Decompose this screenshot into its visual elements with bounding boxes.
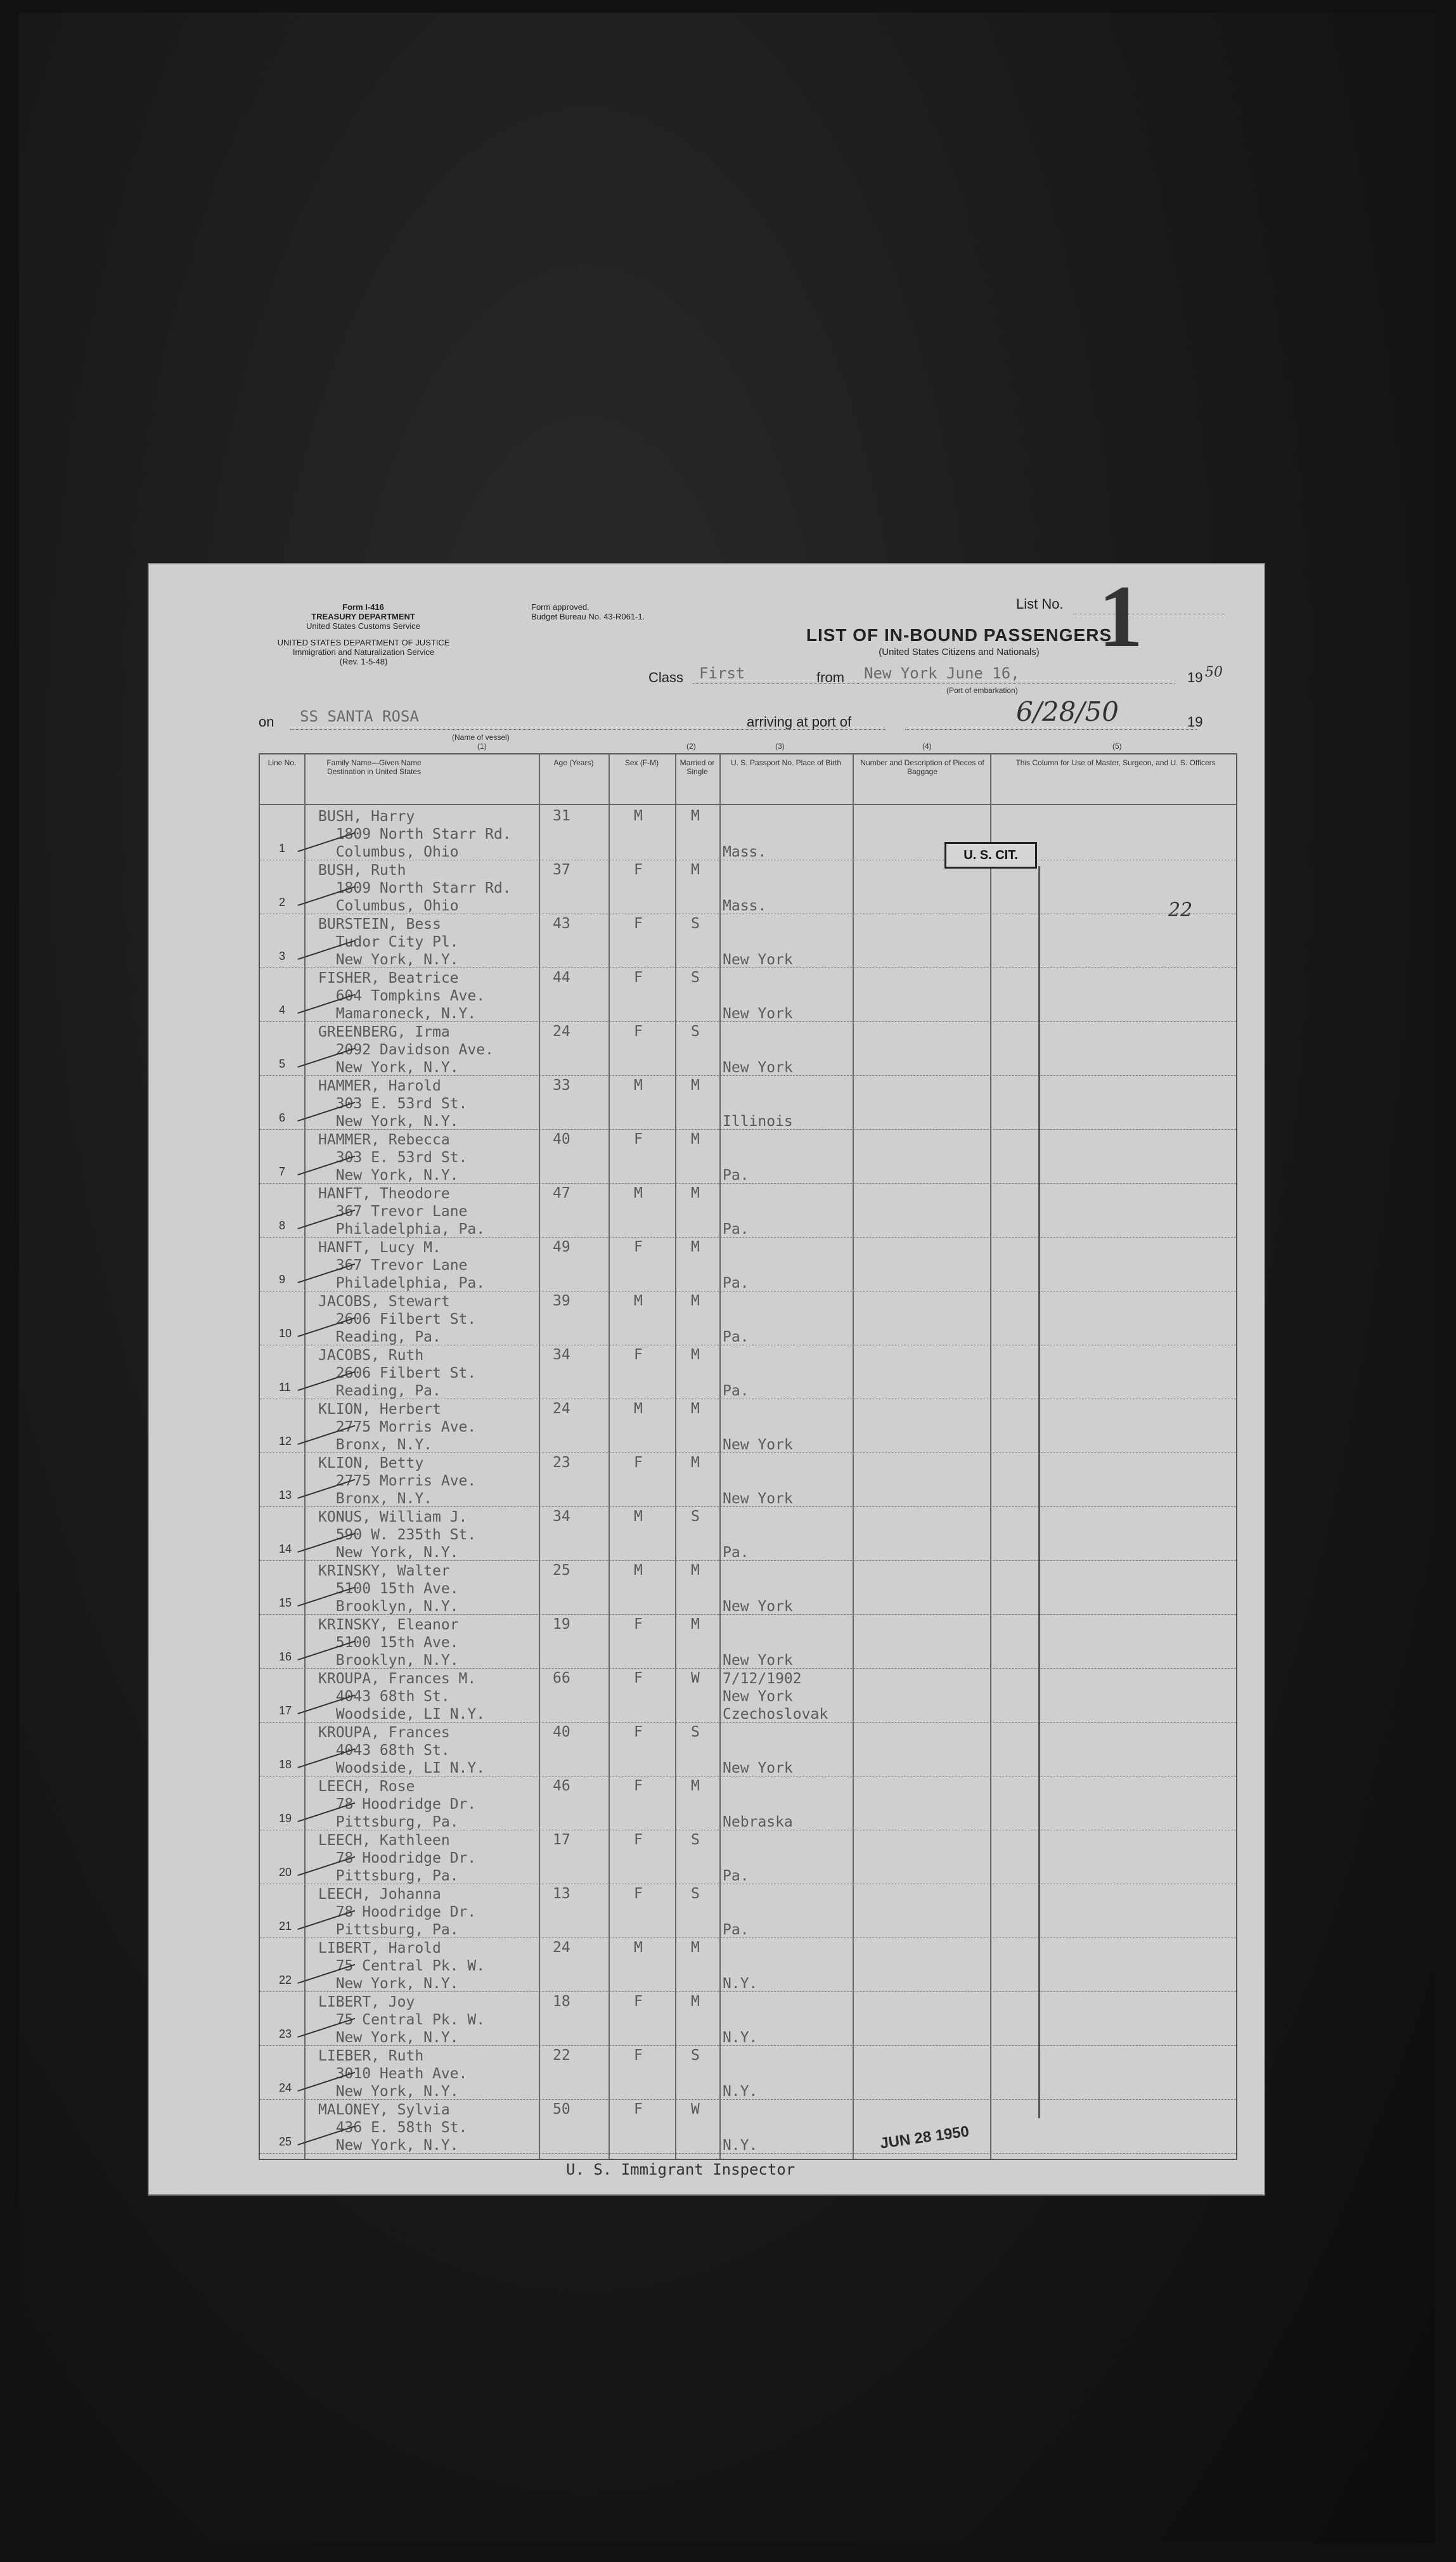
col-header-baggage: Number and Description of Pieces of Baggage [860, 758, 984, 776]
passenger-birthplace: New York [723, 1006, 793, 1022]
passenger-name-address: KROUPA, Frances M. 4043 68th St. Woodside, LI N.Y. [318, 1671, 486, 1723]
passenger-name-address: LEECH, Johanna 78 Hoodridge Dr. Pittsburg, Pa. [318, 1886, 477, 1938]
passenger-marital-status: S [691, 1724, 700, 1740]
passenger-birthplace: New York [723, 1059, 793, 1076]
passenger-marital-status: M [691, 1939, 700, 1956]
ins-service: Immigration and Naturalization Service [292, 647, 435, 657]
budget-text: Budget Bureau No. 43-R061-1. [531, 612, 645, 621]
from-label: from [816, 670, 844, 685]
line-number: 21 [279, 1920, 292, 1932]
line-number: 7 [279, 1165, 286, 1178]
col-header-officers: This Column for Use of Master, Surgeon, and U. S. Officers [1015, 758, 1216, 767]
passenger-birthplace: N.Y. [723, 1976, 758, 1992]
table-row [260, 1830, 1236, 1884]
passenger-marital-status: M [691, 1616, 700, 1633]
revision: (Rev. 1-5-48) [339, 657, 388, 666]
passenger-name-address: KLION, Betty 2775 Morris Ave. Bronx, N.Y. [318, 1455, 477, 1507]
passenger-marital-status: M [691, 1239, 700, 1255]
table-row [260, 1399, 1236, 1453]
passenger-sex: F [634, 1239, 643, 1255]
passenger-birthplace: Illinois [723, 1113, 793, 1130]
table-row [260, 1238, 1236, 1291]
passenger-sex: F [634, 969, 643, 986]
inspector-signature-line: U. S. Immigrant Inspector [566, 2161, 796, 2178]
line-number: 6 [279, 1111, 286, 1124]
passenger-name-address: LEECH, Kathleen 78 Hoodridge Dr. Pittsburg, Pa. [318, 1832, 477, 1884]
passenger-age: 24 [553, 1023, 570, 1040]
passenger-age: 40 [553, 1131, 570, 1148]
passenger-name-address: MALONEY, Sylvia 436 E. 58th St. New York, N.Y. [318, 2102, 468, 2154]
passenger-birthplace: Pa. [723, 1329, 749, 1345]
passenger-name-address: HAMMER, Harold 303 E. 53rd St. New York, N.Y. [318, 1078, 468, 1130]
passenger-name-address: JACOBS, Stewart 2606 Filbert St. Reading, Pa. [318, 1293, 477, 1345]
justice-dept: UNITED STATES DEPARTMENT OF JUSTICE [277, 638, 450, 647]
passenger-age: 19 [553, 1616, 570, 1633]
passenger-age: 17 [553, 1832, 570, 1848]
year-prefix-2: 19 [1187, 714, 1203, 730]
passenger-age: 39 [553, 1293, 570, 1309]
passenger-birthplace: Mass. [723, 898, 767, 914]
arrival-line [905, 729, 1197, 730]
passenger-marital-status: S [691, 969, 700, 986]
passenger-age: 46 [553, 1778, 570, 1794]
line-number: 5 [279, 1058, 286, 1070]
line-number: 24 [279, 2081, 292, 2094]
line-number: 19 [279, 1812, 292, 1825]
passenger-birthplace: Pa. [723, 1275, 749, 1291]
line-number: 10 [279, 1327, 292, 1340]
table-row [260, 968, 1236, 1022]
table-row [260, 1884, 1236, 1938]
line-number: 1 [279, 842, 286, 855]
passenger-marital-status: S [691, 2047, 700, 2064]
from-line [858, 683, 1175, 684]
passenger-sex: F [634, 1993, 643, 2010]
line-number: 13 [279, 1489, 292, 1501]
passenger-sex: M [634, 1077, 643, 1094]
customs-service: United States Customs Service [306, 621, 420, 631]
passenger-marital-status: M [691, 808, 700, 824]
passenger-age: 18 [553, 1993, 570, 2010]
header-rule [260, 804, 1236, 805]
passenger-sex: M [634, 808, 643, 824]
passenger-sex: F [634, 1131, 643, 1148]
form-info [268, 602, 458, 631]
col-num-5: (5) [1112, 742, 1122, 751]
passenger-age: 34 [553, 1508, 570, 1525]
passenger-name-address: GREENBERG, Irma 2092 Davidson Ave. New York, N.Y. [318, 1024, 494, 1076]
arriving-label: arriving at port of [747, 714, 852, 730]
passenger-sex: F [634, 2047, 643, 2064]
year-prefix-1: 19 [1187, 670, 1203, 685]
list-number: 1 [1098, 567, 1143, 666]
passenger-sex: M [634, 1508, 643, 1525]
passenger-name-address: KRINSKY, Walter 5100 15th Ave. Brooklyn, N.Y. [318, 1563, 459, 1615]
passenger-name-address: KONUS, William J. 590 W. 235th St. New York, N.Y. [318, 1509, 477, 1561]
passenger-marital-status: M [691, 1077, 700, 1094]
line-number: 22 [279, 1974, 292, 1986]
passenger-marital-status: S [691, 1023, 700, 1040]
passenger-sex: F [634, 1347, 643, 1363]
passenger-birthplace: N.Y. [723, 2083, 758, 2100]
passenger-sex: F [634, 1832, 643, 1848]
passenger-name-address: KROUPA, Frances 4043 68th St. Woodside, LI N.Y. [318, 1724, 486, 1776]
passenger-marital-status: M [691, 1401, 700, 1417]
passenger-sex: F [634, 1886, 643, 1902]
passenger-name-address: JACOBS, Ruth 2606 Filbert St. Reading, Pa. [318, 1347, 477, 1399]
passenger-name-address: LIEBER, Ruth 3010 Heath Ave. New York, N.Y. [318, 2048, 468, 2100]
col-num-3: (3) [775, 742, 785, 751]
line-number: 15 [279, 1596, 292, 1609]
table-row [260, 806, 1236, 860]
passenger-age: 23 [553, 1454, 570, 1471]
passenger-marital-status: M [691, 1131, 700, 1148]
row-rule [260, 2153, 1236, 2154]
col-num-2: (2) [686, 742, 696, 751]
passenger-age: 40 [553, 1724, 570, 1740]
line-number: 11 [279, 1381, 291, 1394]
passenger-birthplace: Mass. [723, 844, 767, 860]
col-header-line: Line No. [267, 758, 297, 767]
passenger-age: 44 [553, 969, 570, 986]
passenger-name-address: FISHER, Beatrice 604 Tompkins Ave. Mamaroneck, N.Y. [318, 970, 486, 1022]
passenger-name-address: KRINSKY, Eleanor 5100 15th Ave. Brooklyn, N.Y. [318, 1617, 459, 1669]
line-number: 17 [279, 1704, 292, 1717]
table-row [260, 1291, 1236, 1345]
passenger-age: 24 [553, 1401, 570, 1417]
table-row [260, 1345, 1236, 1399]
passenger-name-address: BUSH, Ruth 1809 North Starr Rd. Columbus, Ohio [318, 862, 512, 914]
passenger-marital-status: S [691, 1508, 700, 1525]
passenger-name-address: LEECH, Rose 78 Hoodridge Dr. Pittsburg, Pa. [318, 1778, 477, 1830]
embarkation-note: (Port of embarkation) [946, 686, 1018, 695]
passenger-birthplace: New York [723, 1437, 793, 1453]
passenger-sex: M [634, 1562, 643, 1579]
col-num-1: (1) [477, 742, 487, 751]
date-stamp: JUN 28 1950 [879, 2123, 970, 2152]
line-number: 2 [279, 896, 286, 909]
passenger-birthplace: New York [723, 952, 793, 968]
passenger-birthplace: New York [723, 1652, 793, 1669]
passenger-marital-status: S [691, 1832, 700, 1848]
passenger-marital-status: M [691, 1454, 700, 1471]
passenger-age: 50 [553, 2101, 570, 2118]
year-hand-1: 50 [1205, 664, 1223, 680]
passenger-marital-status: M [691, 1778, 700, 1794]
passenger-birthplace: 7/12/1902 New York Czechoslovak [723, 1671, 828, 1723]
passenger-sex: F [634, 2101, 643, 2118]
col-header-age: Age (Years) [553, 758, 594, 767]
col-header-name: Family Name—Given Name Destination in United States [326, 758, 422, 776]
passenger-sex: F [634, 1616, 643, 1633]
passenger-marital-status: M [691, 1293, 700, 1309]
passenger-birthplace: Pa. [723, 1544, 749, 1561]
passenger-birthplace: New York [723, 1760, 793, 1776]
passenger-name-address: BURSTEIN, Bess Tudor City Pl. New York, N.Y. [318, 916, 459, 968]
passenger-age: 13 [553, 1886, 570, 1902]
passenger-birthplace: Nebraska [723, 1814, 793, 1830]
line-number: 4 [279, 1004, 286, 1016]
table-row [260, 1669, 1236, 1723]
passenger-birthplace: N.Y. [723, 2029, 758, 2046]
passenger-sex: F [634, 862, 643, 878]
table-row [260, 860, 1236, 914]
passenger-age: 43 [553, 915, 570, 932]
passenger-marital-status: W [691, 1670, 700, 1686]
line-number: 14 [279, 1543, 292, 1555]
form-number: Form I-416 [342, 602, 384, 612]
passenger-sex: F [634, 1670, 643, 1686]
passenger-marital-status: W [691, 2101, 700, 2118]
passenger-age: 31 [553, 808, 570, 824]
table-row [260, 1723, 1236, 1776]
justice-block [242, 638, 486, 666]
treasury-dept: TREASURY DEPARTMENT [311, 612, 415, 621]
passenger-age: 34 [553, 1347, 570, 1363]
class-label: Class [648, 670, 684, 685]
passenger-birthplace: New York [723, 1598, 793, 1615]
passenger-name-address: KLION, Herbert 2775 Morris Ave. Bronx, N.Y. [318, 1401, 477, 1453]
table-row [260, 1938, 1236, 1992]
col-header-sex: Sex (F-M) [624, 758, 659, 767]
arrival-date-hand: 6/28/50 [1016, 696, 1119, 727]
on-label: on [259, 714, 274, 730]
passenger-marital-status: M [691, 1993, 700, 2010]
table-row [260, 2046, 1236, 2100]
passenger-table [259, 753, 1237, 2160]
passenger-age: 22 [553, 2047, 570, 2064]
table-row [260, 2100, 1236, 2154]
passenger-birthplace: Pa. [723, 1167, 749, 1184]
line-number: 18 [279, 1758, 292, 1771]
passenger-sex: M [634, 1401, 643, 1417]
passenger-sex: F [634, 1724, 643, 1740]
passenger-sex: F [634, 1023, 643, 1040]
passenger-name-address: LIBERT, Harold 75 Central Pk. W. New York, N.Y. [318, 1940, 486, 1992]
line-number: 16 [279, 1650, 292, 1663]
class-value: First [699, 664, 745, 682]
col-num-4: (4) [922, 742, 932, 751]
passenger-sex: M [634, 1293, 643, 1309]
list-no-label: List No. [1016, 596, 1064, 612]
passenger-name-address: HANFT, Theodore 367 Trevor Lane Philadelphia, Pa. [318, 1186, 486, 1238]
col-header-married: Married or Single [680, 758, 715, 776]
passenger-marital-status: M [691, 1347, 700, 1363]
passenger-age: 66 [553, 1670, 570, 1686]
ink-bracket-line [1038, 866, 1040, 2118]
table-row [260, 1992, 1236, 2046]
vessel-note: (Name of vessel) [452, 733, 510, 742]
col-header-passport: U. S. Passport No. Place of Birth [730, 758, 842, 767]
table-row [260, 1615, 1236, 1669]
passenger-age: 24 [553, 1939, 570, 1956]
us-citizen-stamp: U. S. CIT. [944, 842, 1037, 869]
passenger-age: 37 [553, 862, 570, 878]
passenger-marital-status: S [691, 915, 700, 932]
table-row [260, 1776, 1236, 1830]
table-row [260, 1561, 1236, 1615]
passenger-marital-status: M [691, 862, 700, 878]
passenger-birthplace: N.Y. [723, 2137, 758, 2154]
line-number: 3 [279, 950, 286, 962]
passenger-name-address: LIBERT, Joy 75 Central Pk. W. New York, N.Y. [318, 1994, 486, 2046]
table-row [260, 1184, 1236, 1238]
passenger-marital-status: M [691, 1562, 700, 1579]
passenger-marital-status: M [691, 1185, 700, 1201]
page-subtitle: (United States Citizens and Nationals) [879, 647, 1040, 657]
line-number: 8 [279, 1219, 286, 1232]
line-number: 23 [279, 2028, 292, 2040]
line-number: 20 [279, 1866, 292, 1879]
passenger-age: 49 [553, 1239, 570, 1255]
passenger-age: 47 [553, 1185, 570, 1201]
passenger-name-address: HAMMER, Rebecca 303 E. 53rd St. New York, N.Y. [318, 1132, 468, 1184]
table-row [260, 1130, 1236, 1184]
table-row [260, 914, 1236, 968]
approved-text: Form approved. [531, 602, 589, 612]
passenger-sex: F [634, 1778, 643, 1794]
passenger-birthplace: New York [723, 1491, 793, 1507]
passenger-sex: F [634, 1454, 643, 1471]
passenger-sex: M [634, 1939, 643, 1956]
passenger-marital-status: S [691, 1886, 700, 1902]
line-number: 9 [279, 1273, 286, 1286]
table-row [260, 1453, 1236, 1507]
passenger-age: 25 [553, 1562, 570, 1579]
passenger-count: 22 [1168, 899, 1193, 921]
table-row [260, 1076, 1236, 1130]
line-number: 12 [279, 1435, 292, 1447]
passenger-birthplace: Pa. [723, 1383, 749, 1399]
passenger-sex: F [634, 915, 643, 932]
table-row [260, 1507, 1236, 1561]
passenger-name-address: BUSH, Harry 1809 North Starr Rd. Columbus, Ohio [318, 808, 512, 860]
passenger-birthplace: Pa. [723, 1922, 749, 1938]
vessel-name: SS SANTA ROSA [300, 708, 419, 725]
table-row [260, 1022, 1236, 1076]
passenger-age: 33 [553, 1077, 570, 1094]
form-approval [531, 602, 645, 621]
passenger-birthplace: Pa. [723, 1868, 749, 1884]
from-value: New York June 16, [864, 664, 1020, 682]
passenger-birthplace: Pa. [723, 1221, 749, 1238]
passenger-name-address: HANFT, Lucy M. 367 Trevor Lane Philadelphia, Pa. [318, 1239, 486, 1291]
passenger-sex: M [634, 1185, 643, 1201]
line-number: 25 [279, 2135, 292, 2148]
page-title: LIST OF IN-BOUND PASSENGERS [806, 625, 1112, 645]
form-sheet [148, 563, 1265, 2196]
